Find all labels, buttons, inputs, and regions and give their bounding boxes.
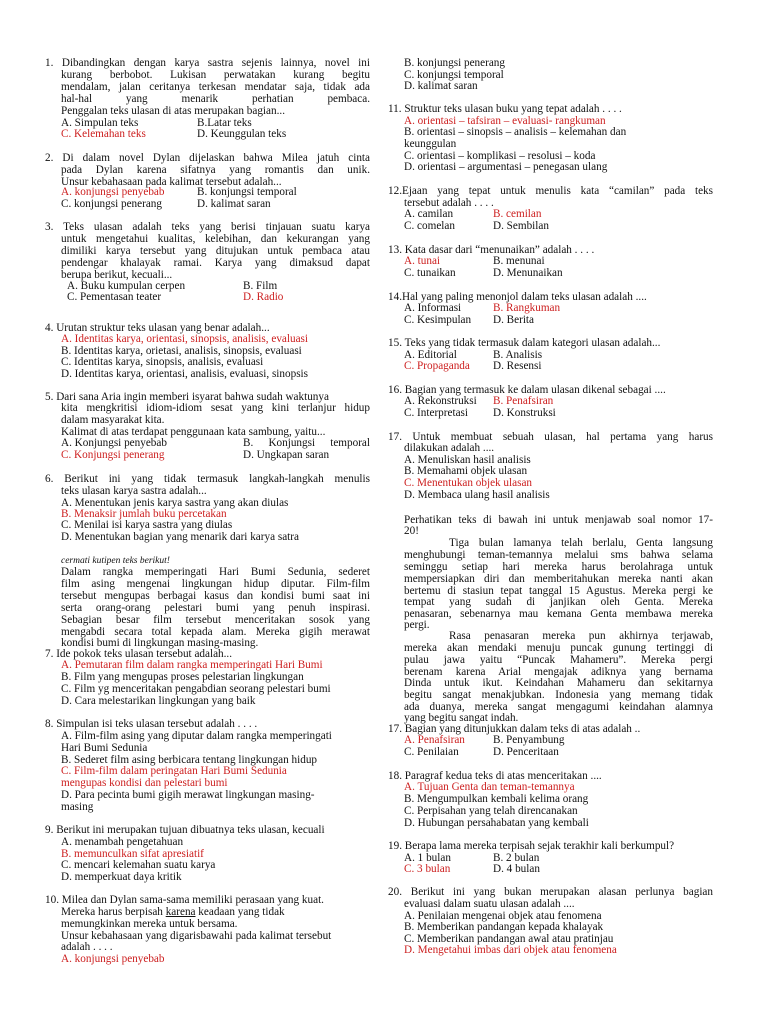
q2-option-b: B. konjungsi temporal <box>197 186 297 198</box>
story-line: mereka akan mendaki menuju puncak gunung tertinggi di <box>404 642 713 654</box>
q13-option-c: C. tunaikan <box>404 267 456 279</box>
q8-option-c-answer: C. Film-film dalam peringatan Hari Bumi Sedunia <box>61 765 287 777</box>
q6-option-a: A. Menentukan jenis karya sastra yang akan diulas <box>61 497 289 509</box>
q9-line: 9. Berikut ini merupakan tujuan dibuatnya teks ulasan, kecuali <box>45 824 325 836</box>
q18-option-b: B. Mengumpulkan kembali kelima orang <box>404 793 589 805</box>
q5-line: dalam masyarakat kita. <box>61 414 165 426</box>
q3-option-a: A. Buku kumpulan cerpen <box>67 280 186 292</box>
q8-option-d-cont: masing <box>61 801 94 813</box>
q10-line: memungkinkan mereka untuk bersama. <box>61 918 238 930</box>
q9-option-a: A. menambah pengetahuan <box>61 836 184 848</box>
q13-option-a-answer: A. tunai <box>404 255 441 267</box>
q17a-option-b: B. Memahami objek ulasan <box>404 465 528 477</box>
q14-option-b-answer: B. Rangkuman <box>493 302 561 314</box>
passage-line: serta orang-orang pelestari bumi yang penuh inspirasi. <box>61 602 370 614</box>
q16-option-a: A. Rekonstruksi <box>404 395 477 407</box>
q10-option-d: D. kalimat saran <box>404 80 478 92</box>
story-line: Dinda untuk ikut. Keindahan Mahameru dan sekitarnya <box>404 677 713 689</box>
q14-option-d: D. Berita <box>493 314 535 326</box>
story-line: penasaran, sebenarnya mau kemana Genta membawa mereka <box>404 608 713 620</box>
q11-option-b: B. orientasi – sinopsis – analisis – kelemahan dan <box>404 126 627 138</box>
q13-option-d: D. Menunaikan <box>493 267 563 279</box>
q20-line: 20. Berikut ini yang bukan merupakan alasan perlunya bagian <box>388 886 713 898</box>
story-line: yang begitu sangat indah. <box>404 712 519 724</box>
q11-option-b-cont: keunggulan <box>404 138 457 150</box>
q20-option-c: C. Memberikan pandangan awal atau pratinjau <box>404 933 614 945</box>
q20-line: evaluasi dalam suatu ulasan adalah .... <box>404 898 575 910</box>
passage-line: tersebut mengupas berbagai kasus dan kondisi bumi saat ini <box>61 590 370 602</box>
q2-option-d: D. kalimat saran <box>197 198 271 210</box>
q11-option-c: C. orientasi – komplikasi – resolusi – koda <box>404 150 596 162</box>
q1-option-a: A. Simpulan teks <box>61 117 139 129</box>
instruction-line: 20! <box>404 525 419 537</box>
q18-option-a-answer: A. Tujuan Genta dan teman-temannya <box>404 781 575 793</box>
q2-line: pada Dylan karena sifatnya yang romantis dan unik. <box>61 164 370 176</box>
q13-line: 13. Kata dasar dari “menunaikan” adalah . . . . <box>388 244 595 256</box>
q8-option-c-answer-cont: mengupas kondisi dan pelestari bumi <box>61 777 228 789</box>
passage-line: film asing mengenai lingkungan hidup diputar. Film-film <box>61 578 370 590</box>
q12-option-b-answer: B. cemilan <box>493 208 542 220</box>
q16-option-c: C. Interpretasi <box>404 407 468 419</box>
q10-line: 10. Milea dan Dylan sama-sama memiliki perasaan yang kuat. <box>45 894 324 906</box>
story-line: mempersiapkan diri dan memberitahukan mereka nanti akan <box>404 573 713 585</box>
q16-option-d: D. Konstruksi <box>493 407 556 419</box>
q7-option-a-answer: A. Pemutaran film dalam rangka memperingati Hari Bumi <box>61 659 323 671</box>
story-line: menghubungi teman-temannya melalui sms bahwa selama <box>404 549 713 561</box>
passage-line: Dalam rangka memperingati Hari Bumi Sedunia, sederet <box>61 566 370 578</box>
q18-line: 18. Paragraf kedua teks di atas menceritakan .... <box>388 770 602 782</box>
question-line: mendalam, jalan ceritanya terkesan mendatar saja, tidak ada <box>61 81 370 93</box>
q2-option-a-answer: A. konjungsi penyebab <box>61 186 165 198</box>
q13-option-b: B. menunai <box>493 255 545 267</box>
q17a-line: dilakukan adalah .... <box>404 442 495 454</box>
q17b-line: 17. Bagian yang ditunjukkan dalam teks di atas adalah .. <box>388 723 641 735</box>
q17a-option-d: D. Membaca ulang hasil analisis <box>404 489 550 501</box>
q15-option-c-answer: C. Propaganda <box>404 360 470 372</box>
q17b-option-d: D. Penceritaan <box>493 746 559 758</box>
q3-option-b: B. Film <box>243 280 278 292</box>
passage-intro: cermati kutipen teks berikut! <box>61 556 170 566</box>
q14-option-a: A. Informasi <box>404 302 462 314</box>
q6-option-d: D. Menentukan bagian yang menarik dari karya satra <box>61 531 299 543</box>
q6-option-c: C. Menilai isi karya sastra yang diulas <box>61 519 233 531</box>
q5-line: 5. Dari sana Aria ingin memberi isyarat bahwa sudah waktunya <box>45 391 329 403</box>
q9-option-d: D. memperkuat daya kritik <box>61 871 182 883</box>
q8-option-b: B. Sederet film asing berbicara tentang lingkungan hidup <box>61 754 318 766</box>
q11-line: 11. Struktur teks ulasan buku yang tepat adalah . . . . <box>388 103 622 115</box>
q6-line: 6. Berikut ini yang tidak termasuk langkah-langkah menulis <box>45 473 370 485</box>
story-line: bertemu di stasiun tepat tanggal 15 Agustus. Mereka pergi ke <box>404 585 713 597</box>
q7-line: 7. Ide pokok teks ulasan tersebut adalah... <box>45 648 233 660</box>
q4-option-b: B. Identitas karya, orietasi, analisis, sinopsis, evaluasi <box>61 345 302 357</box>
q19-line: 19. Berapa lama mereka terpisah sejak terakhir kali berkumpul? <box>388 840 675 852</box>
q10-line-2 <box>61 907 370 919</box>
q8-line: 8. Simpulan isi teks ulasan tersebut adalah . . . . <box>45 718 258 730</box>
question-line: Penggalan teks ulasan di atas merupakan bagian... <box>61 105 285 117</box>
q2-line: 2. Di dalam novel Dylan dijelaskan bahwa Milea jatuh cinta <box>45 152 370 164</box>
q15-option-d: D. Resensi <box>493 360 542 372</box>
q18-option-d: D. Hubungan persahabatan yang kembali <box>404 817 589 829</box>
q17a-line: 17. Untuk membuat sebuah ulasan, hal pertama yang harus <box>388 431 713 443</box>
q8-option-a-cont: Hari Bumi Sedunia <box>61 742 148 754</box>
q17a-option-a: A. Menuliskan hasil analisis <box>404 454 531 466</box>
q10-option-b: B. konjungsi penerang <box>404 57 505 69</box>
q2-line: Unsur kebahasaan pada kalimat tersebut adalah... <box>61 176 282 188</box>
q18-option-c: C. Perpisahan yang telah direncanakan <box>404 805 578 817</box>
passage-line: Sebagian besar film tersebut menceritakan sosok yang <box>61 614 370 626</box>
q5-line: Kalimat di atas terdapat penggunaan kata sambung, yaitu... <box>61 426 326 438</box>
q19-option-a: A. 1 bulan <box>404 852 451 864</box>
q6-line: teks ulasan karya sastra adalah... <box>61 485 207 497</box>
q10-option-a-answer: A. konjungsi penyebab <box>61 953 165 965</box>
story-line: berenam karena Arial mengajak adiknya yang bernama <box>404 666 713 678</box>
q5-option-b: B. Konjungsi temporal <box>243 437 370 449</box>
q20-option-d-answer: D. Mengetahui imbas dari objek atau fenomena <box>404 944 617 956</box>
q10-line: Unsur kebahasaan yang digarisbawahi pada kalimat tersebut <box>61 930 332 942</box>
q20-option-a: A. Penilaian mengenai objek atau fenomena <box>404 910 602 922</box>
q12-option-d: D. Sembilan <box>493 220 549 232</box>
q11-option-d: D. orientasi – argumentasi – penegasan ulang <box>404 161 608 173</box>
q19-option-d: D. 4 bulan <box>493 863 540 875</box>
q15-line: 15. Teks yang tidak termasuk dalam kategori ulasan adalah... <box>388 337 661 349</box>
q5-option-a: A. Konjungsi penyebab <box>61 437 167 449</box>
q12-option-c: C. comelan <box>404 220 455 232</box>
story-line: Tiga bulan lamanya telah berlalu, Genta langsung <box>449 537 713 549</box>
q2-option-c: C. konjungsi penerang <box>61 198 162 210</box>
q3-option-d-answer: D. Radio <box>243 291 284 303</box>
q20-option-b: B. Memberikan pandangan kepada khalayak <box>404 921 604 933</box>
story-line: begitu sangat menakjubkan. Indonesia yang memang tidak <box>404 689 713 701</box>
story-line: ada duanya, mereka sangat mengagumi keindahan alamnya <box>404 701 713 713</box>
q12-line: tersebut adalah . . . . <box>404 197 494 209</box>
q3-line: 3. Teks ulasan adalah teks yang berisi tinjauan suatu karya <box>45 221 370 233</box>
story-line: pergi. <box>404 619 430 631</box>
story-line: pulau jawa yaitu “Puncak Mahameru”. Mereka pergi <box>404 654 713 666</box>
q1-option-d: D. Keunggulan teks <box>197 128 287 140</box>
q19-option-c-answer: C. 3 bulan <box>404 863 451 875</box>
q10-option-c: C. konjungsi temporal <box>404 69 504 81</box>
q6-option-b-answer: B. Menaksir jumlah buku percetakan <box>61 508 227 520</box>
story-line: tempat yang sudah di janjikan oleh Genta. Mereka <box>404 596 713 608</box>
q3-line: untuk mengetahui kualitas, kelebihan, dan kekurangan yang <box>61 233 370 245</box>
q1-option-b: B.Latar teks <box>197 117 252 129</box>
q19-option-b: B. 2 bulan <box>493 852 540 864</box>
q1-option-c-answer: C. Kelemahan teks <box>61 128 146 140</box>
q12-line: 12.Ejaan yang tepat untuk menulis kata “camilan” pada teks <box>388 185 713 197</box>
story-line: Rasa penasaran mereka pun akhirnya terjawab, <box>449 630 713 642</box>
q10-text: Mereka harus berpisah <box>61 906 166 918</box>
q3-option-c: C. Pementasan teater <box>67 291 162 303</box>
story-line: seminggu setiap hari mereka harus berolahraga untuk <box>404 561 713 573</box>
q10-text: keadaan yang tidak <box>195 906 285 918</box>
passage-line: kondisi bumi di lingkungan masing-masing. <box>61 637 259 649</box>
q16-line: 16. Bagian yang termasuk ke dalam ulasan dikenal sebagai .... <box>388 384 666 396</box>
question-line: 1. Dibandingkan dengan karya sastra sejenis lainnya, novel ini <box>45 57 370 69</box>
q7-option-c: C. Film yg menceritakan pengabdian seorang pelestari bumi <box>61 683 331 695</box>
q3-line: berupa berikut, kecuali... <box>61 269 173 281</box>
q10-line: adalah . . . . <box>61 941 113 953</box>
q10-underlined-word: karena <box>165 906 196 918</box>
q3-line: pendengar khalayak ramai. Karya yang dimaksud dapat <box>61 257 370 269</box>
q5-line: kita mengkritisi idiom-idiom sesat yang kini terlanjur hidup <box>61 402 370 414</box>
q3-line: dimiliki karya tersebut yang ditujukan untuk pembaca atau <box>61 245 370 257</box>
q12-option-a: A. camilan <box>404 208 454 220</box>
q8-option-d: D. Para pecinta bumi gigih merawat lingkungan masing- <box>61 789 315 801</box>
q7-option-b: B. Film yang mengupas proses pelestarian lingkungan <box>61 671 304 683</box>
q15-option-a: A. Editorial <box>404 349 457 361</box>
q11-option-a-answer: A. orientasi – tafsiran – evaluasi- rangkuman <box>404 115 606 127</box>
q17b-option-a-answer: A. Penafsiran <box>404 734 465 746</box>
q7-option-d: D. Cara melestarikan lingkungan yang baik <box>61 695 256 707</box>
q16-option-b-answer: B. Penafsiran <box>493 395 554 407</box>
q9-option-b-answer: B. memunculkan sifat apresiatif <box>61 848 204 860</box>
instruction-line: Perhatikan teks di bawah ini untuk menjawab soal nomor 17- <box>404 514 713 526</box>
q5-option-c-answer: C. Konjungsi penerang <box>61 449 165 461</box>
passage-line: mengabdi secara total kepada alam. Mereka gigih merawat <box>61 626 370 638</box>
q15-option-b: B. Analisis <box>493 349 543 361</box>
q14-option-c: C. Kesimpulan <box>404 314 472 326</box>
q4-option-a-answer: A. Identitas karya, orientasi, sinopsis, analisis, evaluasi <box>61 333 309 345</box>
q8-option-a: A. Film-film asing yang diputar dalam rangka memperingati <box>61 730 332 742</box>
q17b-option-b: B. Penyambung <box>493 734 565 746</box>
question-line: kurang berbobot. Lukisan perwatakan kurang begitu <box>61 69 370 81</box>
q14-line: 14.Hal yang paling menonjol dalam teks ulasan adalah .... <box>388 291 647 303</box>
q5-option-d: D. Ungkapan saran <box>243 449 330 461</box>
q9-option-c: C. mencari kelemahan suatu karya <box>61 859 216 871</box>
q17a-option-c-answer: C. Menentukan objek ulasan <box>404 477 533 489</box>
q4-option-d: D. Identitas karya, orientasi, analisis, evaluasi, sinopsis <box>61 368 309 380</box>
q4-line: 4. Urutan struktur teks ulasan yang benar adalah... <box>45 322 270 334</box>
q4-option-c: C. Identitas karya, sinopsis, analisis, evaluasi <box>61 356 264 368</box>
q17b-option-c: C. Penilaian <box>404 746 459 758</box>
question-line: hal-hal yang menarik perhatian pembaca. <box>61 93 370 105</box>
